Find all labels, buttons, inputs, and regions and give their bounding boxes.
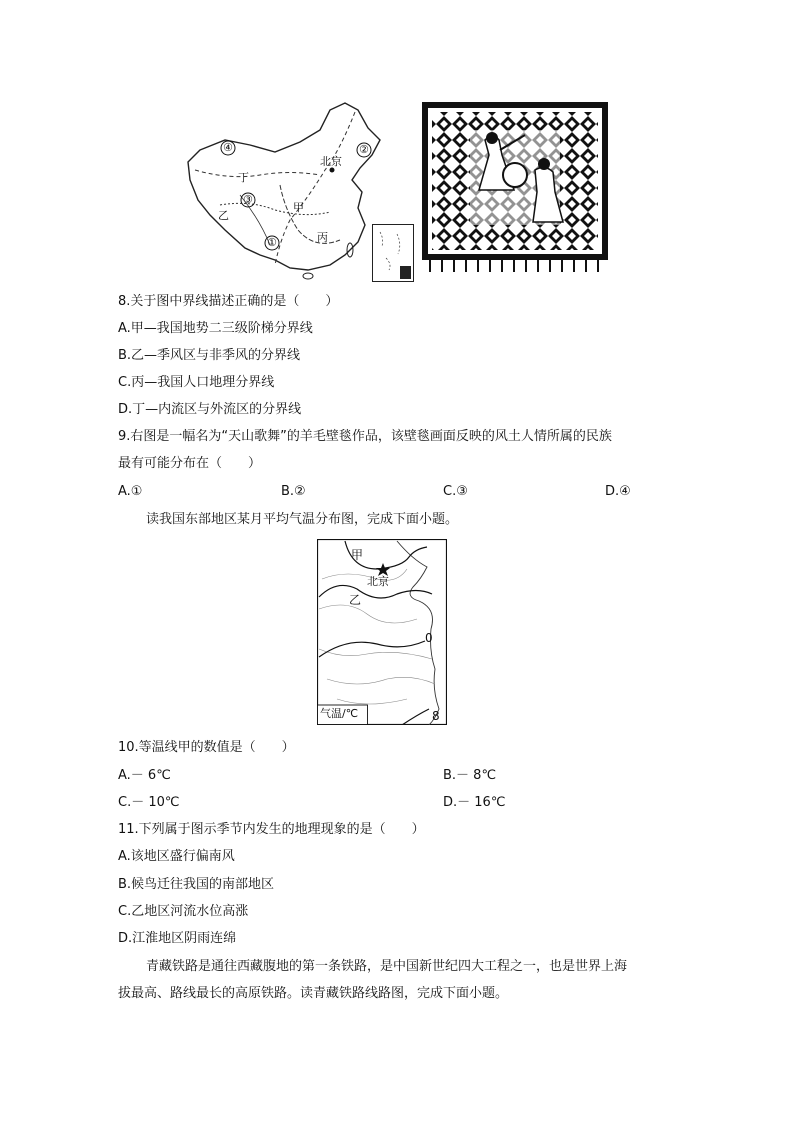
q11-option-a: A.该地区盛行偏南风 (118, 849, 235, 864)
map-circle-4: ④ (223, 141, 233, 154)
q9-option-b: B.② (281, 484, 306, 499)
q11-stem: 11.下列属于图示季节内发生的地理现象的是（ ） (118, 822, 425, 837)
q11-option-b: B.候鸟迁往我国的南部地区 (118, 877, 275, 892)
q10-option-b: B.－ 8℃ (443, 768, 497, 783)
tapestry-dancers-icon (420, 100, 610, 276)
railway-intro-line1: 青藏铁路是通往西藏腹地的第一条铁路，是中国新世纪四大工程之一，也是世界上海 (146, 959, 628, 974)
q8-option-c: C.丙—我国人口地理分界线 (118, 375, 275, 390)
q9-option-a: A.① (118, 484, 143, 499)
south-china-sea-inset (372, 224, 414, 282)
temp-map-label-yi: 乙 (349, 593, 362, 607)
temperature-map-figure (317, 539, 447, 725)
tapestry-image (420, 100, 610, 276)
q9-option-c: C.③ (443, 484, 468, 499)
temp-map-label-eight: 8 (432, 709, 440, 723)
map-label-bing: 丙 (317, 231, 328, 244)
q8-option-d: D.丁—内流区与外流区的分界线 (118, 402, 302, 417)
temp-map-label-beijing: 北京 (367, 575, 389, 588)
temp-map-legend: 气温/℃ (320, 707, 359, 720)
q10-option-c: C.－ 10℃ (118, 795, 180, 810)
q8-option-a: A.甲—我国地势二三级阶梯分界线 (118, 321, 313, 336)
q11-option-d: D.江淮地区阴雨连绵 (118, 931, 237, 946)
q8-stem: 8.关于图中界线描述正确的是（ ） (118, 294, 339, 309)
railway-intro-line2: 拔最高、路线最长的高原铁路。读青藏铁路线路图，完成下面小题。 (118, 986, 509, 1001)
q10-stem: 10.等温线甲的数值是（ ） (118, 740, 295, 755)
intro-temperature-map: 读我国东部地区某月平均气温分布图，完成下面小题。 (146, 512, 459, 527)
q9-stem-line2: 最有可能分布在（ ） (118, 456, 262, 471)
q11-option-c: C.乙地区河流水位高涨 (118, 904, 249, 919)
map-circle-3: ③ (243, 193, 253, 206)
map-circle-2: ② (359, 143, 369, 156)
map-label-ding: 丁 (238, 171, 249, 184)
q10-option-d: D.－ 16℃ (443, 795, 506, 810)
map-circle-1: ① (267, 236, 277, 249)
map-label-yi: 乙 (218, 209, 229, 222)
temp-map-label-zero: 0 (425, 631, 433, 645)
q9-stem-line1: 9.右图是一幅名为“天山歌舞”的羊毛壁毯作品，该壁毯画面反映的风土人情所属的民族 (118, 429, 612, 444)
q9-option-d: D.④ (605, 484, 631, 499)
map-label-beijing: 北京 (320, 155, 342, 168)
temp-map-label-jia: 甲 (351, 548, 364, 562)
q10-option-a: A.－ 6℃ (118, 768, 171, 783)
q8-option-b: B.乙—季风区与非季风的分界线 (118, 348, 301, 363)
map-label-jia: 甲 (293, 201, 304, 214)
